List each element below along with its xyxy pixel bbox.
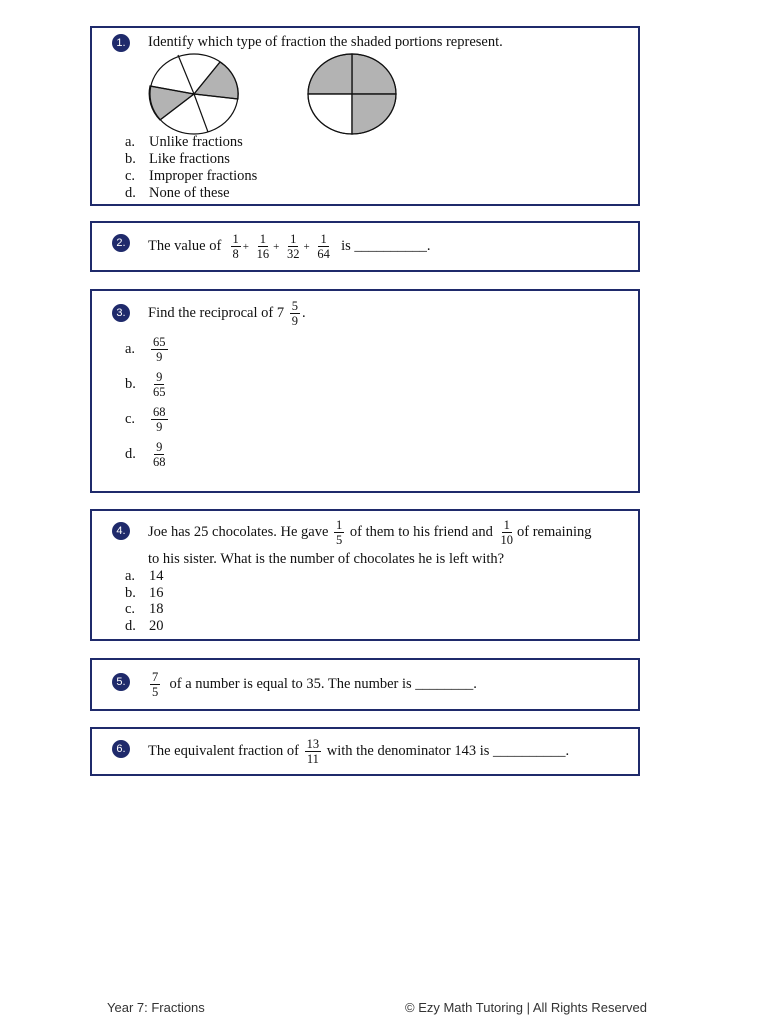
fraction: $\frac{9}{65}$: [153, 370, 166, 400]
option-b: b. 16: [125, 585, 164, 601]
question-6-box: [90, 727, 640, 776]
question-text: Identify which type of fraction the shaded portions represent.: [148, 34, 503, 50]
question-5-box: [90, 658, 640, 711]
option-b: b. $\frac{9}{65}$: [125, 370, 166, 400]
question-number-badge: 2.: [112, 234, 130, 252]
question-number-badge: 5.: [112, 673, 130, 691]
fraction: $\frac{13}{11}$: [306, 737, 320, 767]
fraction: $\frac{9}{68}$: [153, 440, 166, 470]
footer-right: © Ezy Math Tutoring | All Rights Reserved: [405, 1000, 647, 1015]
option-a: a. Unlike fractions: [125, 134, 243, 150]
option-c: c. 18: [125, 601, 164, 617]
fraction: $\frac{65}{9}$: [153, 335, 166, 365]
option-c: c. Improper fractions: [125, 168, 258, 184]
pie-shaded-slice: [352, 94, 396, 134]
pie-four-parts: [306, 52, 398, 136]
fraction: $\frac{1}{32}$: [286, 232, 300, 262]
option-a: a. 14: [125, 568, 164, 584]
pie-shaded-slice: [308, 54, 352, 94]
question-number-badge: 6.: [112, 740, 130, 758]
option-d: d. 20: [125, 618, 164, 634]
fraction: $\frac{68}{9}$: [153, 405, 166, 435]
pie-seven-parts: [148, 52, 240, 136]
question-number-badge: 1.: [112, 34, 130, 52]
fraction: $\frac{1}{10}$: [500, 518, 513, 548]
footer-left: Year 7: Fractions: [107, 1000, 205, 1015]
question-text: $\frac{7}{5}$ of a number is equal to 35. The number is ________.: [152, 670, 477, 700]
option-c: c. $\frac{68}{9}$: [125, 405, 166, 435]
pie-unshaded-slice: [308, 94, 352, 134]
question-number-badge: 3.: [112, 304, 130, 322]
fraction: $\frac{1}{16}$: [256, 232, 270, 262]
question-text: Joe has 25 chocolates. He gave $\frac{1}{5}$ of them to his friend and $\frac{1}{10}$ of remaining: [148, 518, 592, 548]
question-text: The value of $\frac{1}{8}$ + $\frac{1}{16}$ + $\frac{1}{32}$ + $\frac{1}{64}$ is __________.: [148, 232, 431, 262]
question-3-box: [90, 289, 640, 493]
question-4-box: [90, 509, 640, 641]
fraction: $\frac{7}{5}$: [152, 670, 159, 700]
option-b: b. Like fractions: [125, 151, 230, 167]
question-1-box: [90, 26, 640, 206]
fraction: $\frac{1}{64}$: [317, 232, 330, 262]
option-a: a. $\frac{65}{9}$: [125, 335, 166, 365]
pie-shaded-slice: [352, 54, 396, 94]
question-text: The equivalent fraction of $\frac{13}{11}$ with the denominator 143 is __________.: [148, 737, 570, 767]
question-2-box: [90, 221, 640, 272]
fraction: $\frac{5}{9}$: [291, 299, 298, 329]
question-text-line-2: to his sister. What is the number of chocolates he is left with?: [148, 551, 505, 567]
option-d: d. None of these: [125, 185, 230, 201]
question-number-badge: 4.: [112, 522, 130, 540]
fraction: $\frac{1}{5}$: [336, 518, 343, 548]
question-text: Find the reciprocal of 7 $\frac{5}{9}$ .: [148, 299, 306, 329]
fraction: $\frac{1}{8}$: [232, 232, 239, 262]
option-d: d. $\frac{9}{68}$: [125, 440, 166, 470]
